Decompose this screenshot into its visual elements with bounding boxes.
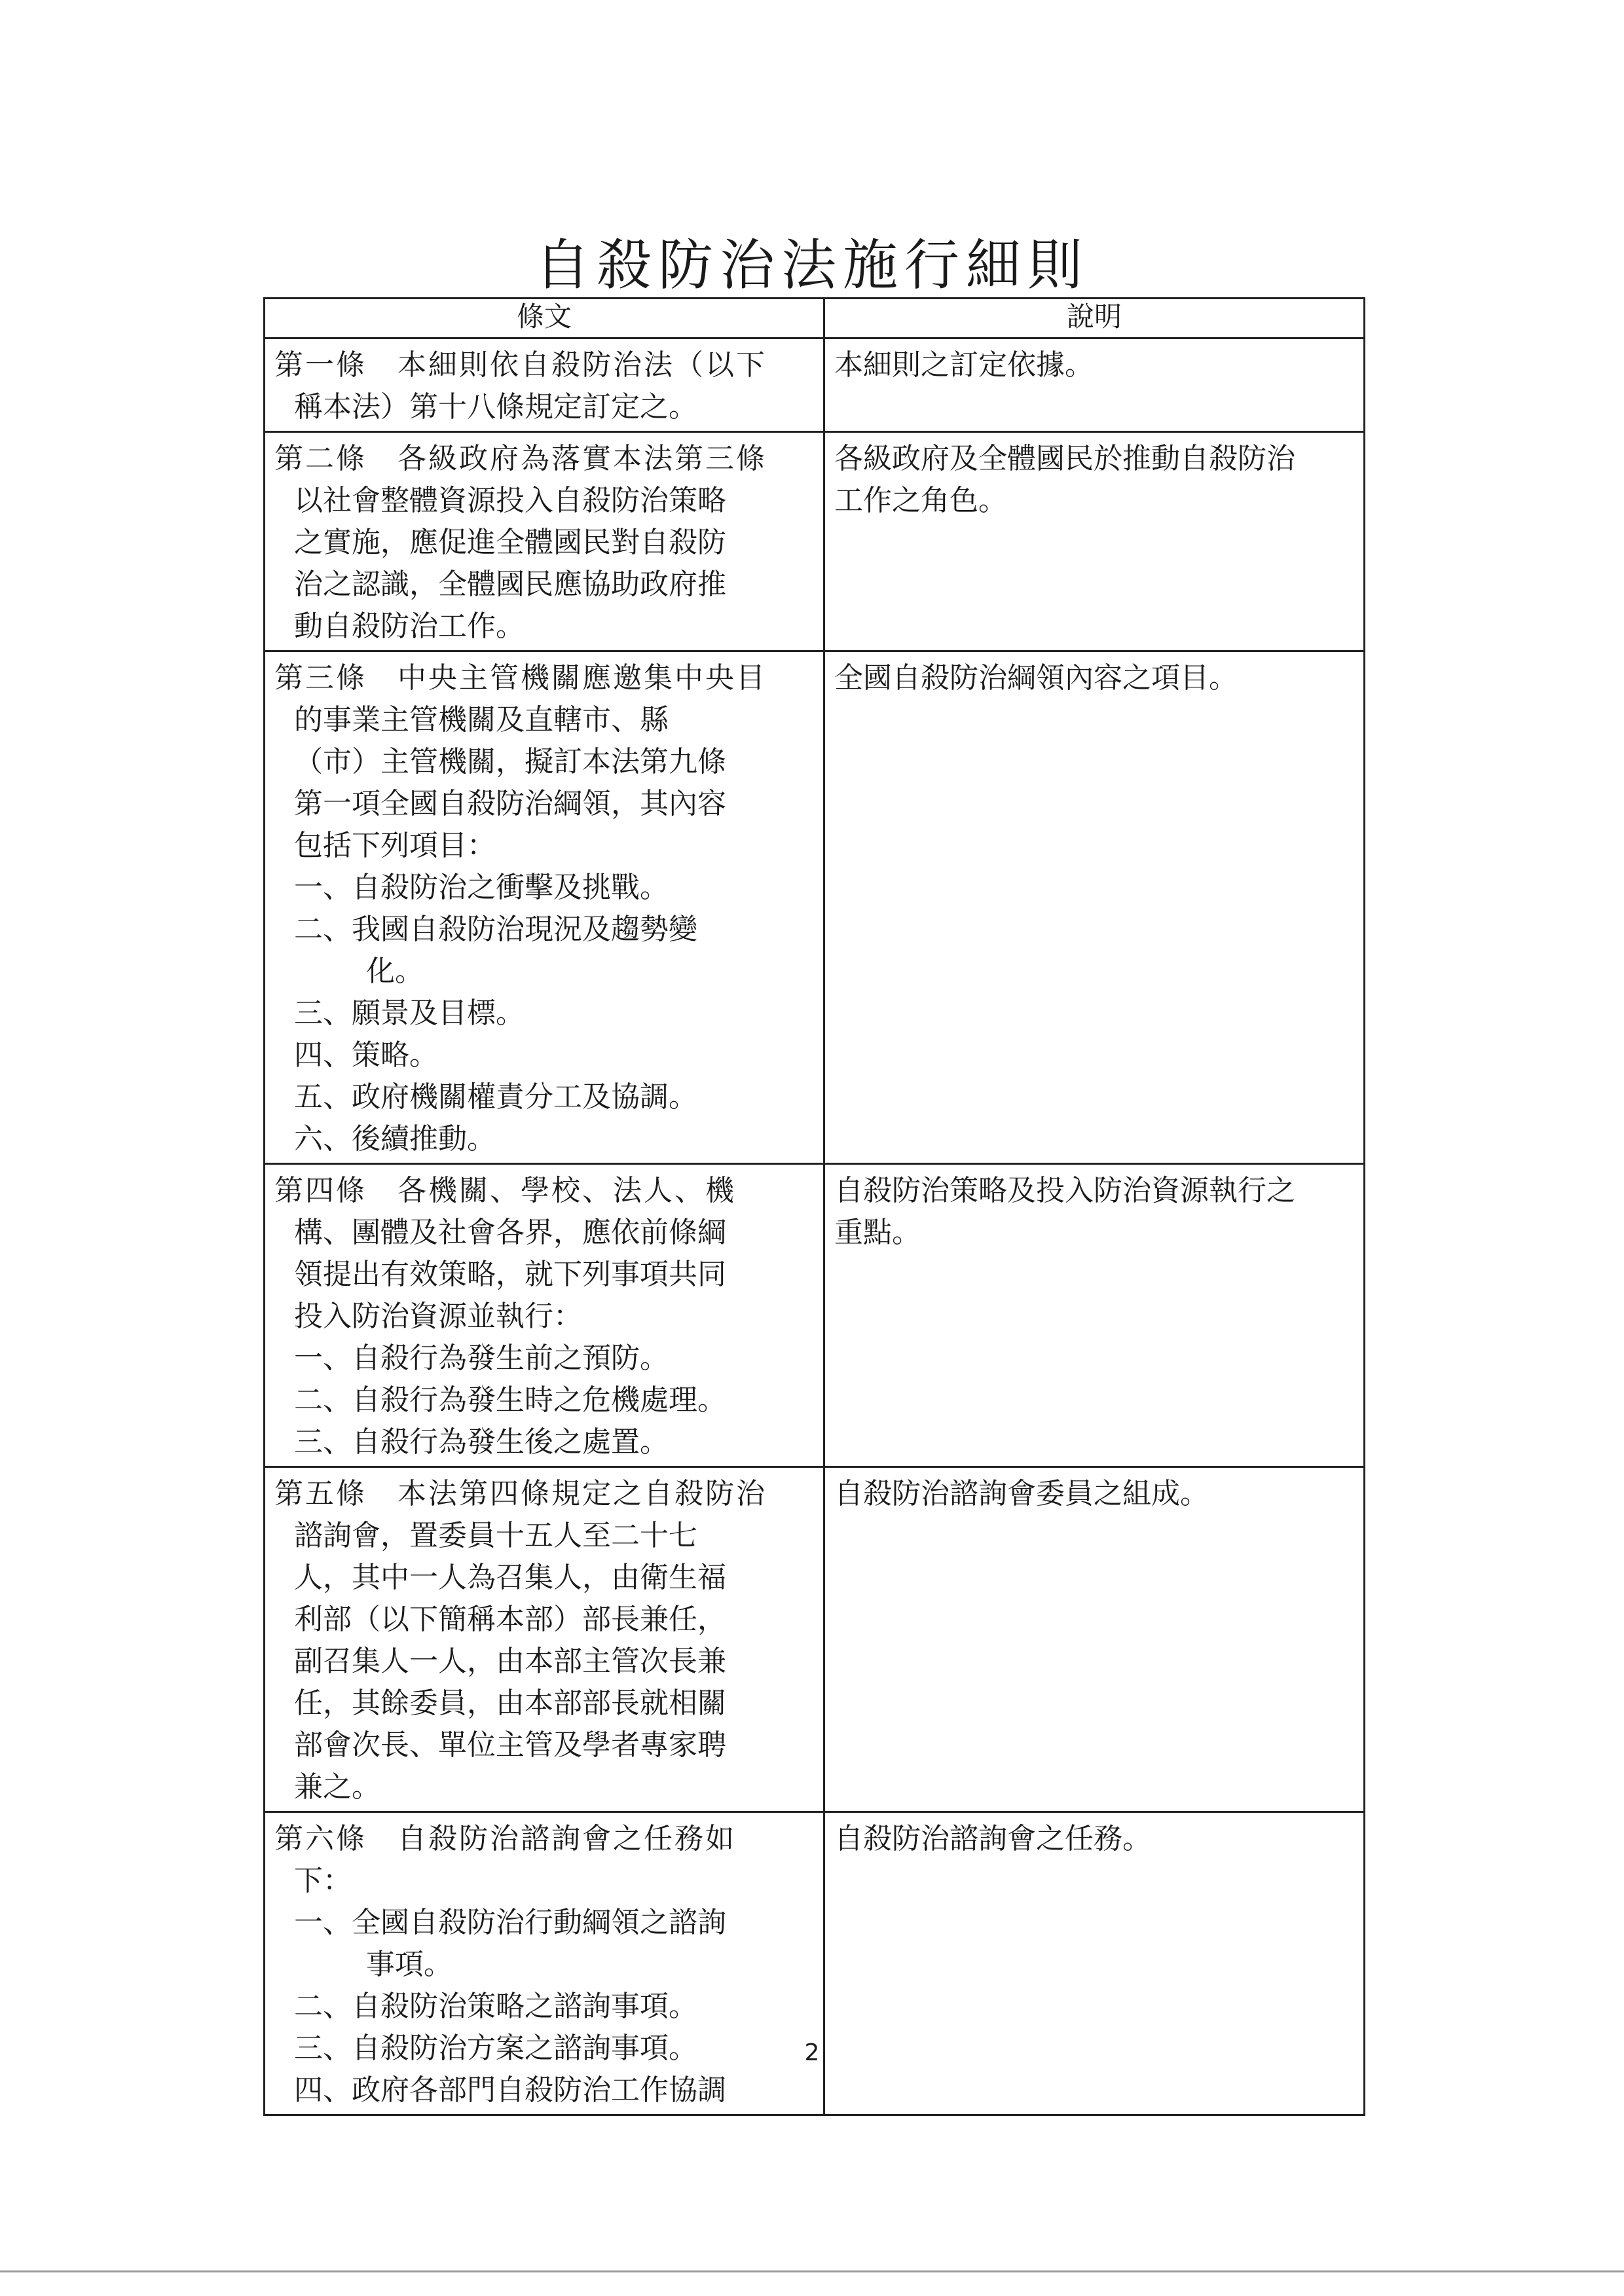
article-cell [265,1812,824,2115]
table-row [265,338,1365,432]
article-line: 兼之。 [294,1770,380,1804]
article-line: 治之認識，全體國民應協助政府推 [294,568,726,601]
article-line: 領提出有效策略，就下列事項共同 [294,1258,726,1291]
list-item: 四、策略。 [294,1038,438,1072]
article-line: 下： [294,1864,352,1897]
list-item: 三、自殺行為發生後之處置。 [294,1425,669,1459]
article-line: 構、團體及社會各界，應依前條綱 [294,1216,726,1249]
article-line: 人，其中一人為召集人，由衛生福 [294,1561,726,1594]
explanation-line: 自殺防治諮詢會之任務。 [834,1822,1151,1855]
article-line: 任，其餘委員，由本部部長就相關 [294,1686,726,1720]
document-title: 自殺防治法施行細則 [534,233,1089,297]
article-cell [265,432,824,651]
table-row [265,432,1365,651]
article-line: 第二條 各級政府為落實本法第三條 [274,442,767,475]
article-line: 動自殺防治工作。 [294,610,525,643]
list-item: 二、我國自殺防治現況及趨勢變 [294,913,697,946]
article-line: 諮詢會，置委員十五人至二十七 [294,1519,697,1552]
header-explanation: 說明 [824,299,1365,338]
explanation-cell [824,1812,1365,2115]
explanation-line: 重點。 [834,1216,921,1249]
explanation-line: 本細則之訂定依據。 [834,348,1094,382]
table-row [265,1812,1365,2115]
article-line: 包括下列項目： [294,829,496,862]
list-item: 四、政府各部門自殺防治工作協調 [294,2073,726,2107]
explanation-cell [824,338,1365,432]
table-row [265,1164,1365,1467]
article-cell [265,651,824,1164]
list-item: 三、自殺防治方案之諮詢事項。 [294,2032,697,2065]
article-line: 第五條 本法第四條規定之自殺防治 [274,1477,767,1510]
explanation-cell [824,432,1365,651]
list-item: 六、後續推動。 [294,1122,496,1156]
article-line: 副召集人一人，由本部主管次長兼 [294,1645,726,1678]
article-line: 投入防治資源並執行： [294,1300,582,1333]
list-item: 二、自殺防治策略之諮詢事項。 [294,1990,697,2023]
explanation-cell [824,1467,1365,1812]
article-cell [265,1164,824,1467]
table-header-row [265,299,1365,338]
article-line: 利部（以下簡稱本部）部長兼任， [294,1603,726,1636]
list-item-continuation: 事項。 [366,1948,452,1981]
table-row [265,651,1365,1164]
article-line: 稱本法）第十八條規定訂定之。 [294,390,697,424]
article-line: 第一項全國自殺防治綱領，其內容 [294,787,726,820]
scan-edge-line [0,2270,1624,2272]
article-cell [265,1467,824,1812]
article-line: 之實施，應促進全體國民對自殺防 [294,526,726,559]
explanation-line: 各級政府及全體國民於推動自殺防治 [834,442,1295,475]
regulations-table [263,297,1365,2116]
explanation-line: 全國自殺防治綱領內容之項目。 [834,661,1238,695]
list-item: 一、自殺防治之衝擊及挑戰。 [294,871,669,904]
article-line: 的事業主管機關及直轄市、縣 [294,703,669,737]
article-line: 部會次長、單位主管及學者專家聘 [294,1728,726,1762]
article-line: 第六條 自殺防治諮詢會之任務如 [274,1822,736,1855]
list-item-continuation: 化。 [366,955,424,988]
page-number: 2 [804,2039,820,2066]
article-line: 第一條 本細則依自殺防治法（以下 [274,348,767,382]
article-cell [265,338,824,432]
explanation-line: 工作之角色。 [834,484,1007,517]
explanation-cell [824,1164,1365,1467]
article-line: 第四條 各機關、學校、法人、機 [274,1174,736,1207]
article-line: 以社會整體資源投入自殺防治策略 [294,484,726,517]
explanation-line: 自殺防治策略及投入防治資源執行之 [834,1174,1295,1207]
explanation-line: 自殺防治諮詢會委員之組成。 [834,1477,1209,1510]
explanation-cell [824,651,1365,1164]
article-line: 第三條 中央主管機關應邀集中央目 [274,661,767,695]
list-item: 二、自殺行為發生時之危機處理。 [294,1383,726,1417]
list-item: 一、自殺行為發生前之預防。 [294,1341,669,1375]
list-item: 三、願景及目標。 [294,996,525,1030]
table-row [265,1467,1365,1812]
list-item: 一、全國自殺防治行動綱領之諮詢 [294,1906,726,1939]
list-item: 五、政府機關權責分工及協調。 [294,1080,697,1114]
header-article: 條文 [265,299,824,338]
article-line: （市）主管機關，擬訂本法第九條 [294,745,726,778]
